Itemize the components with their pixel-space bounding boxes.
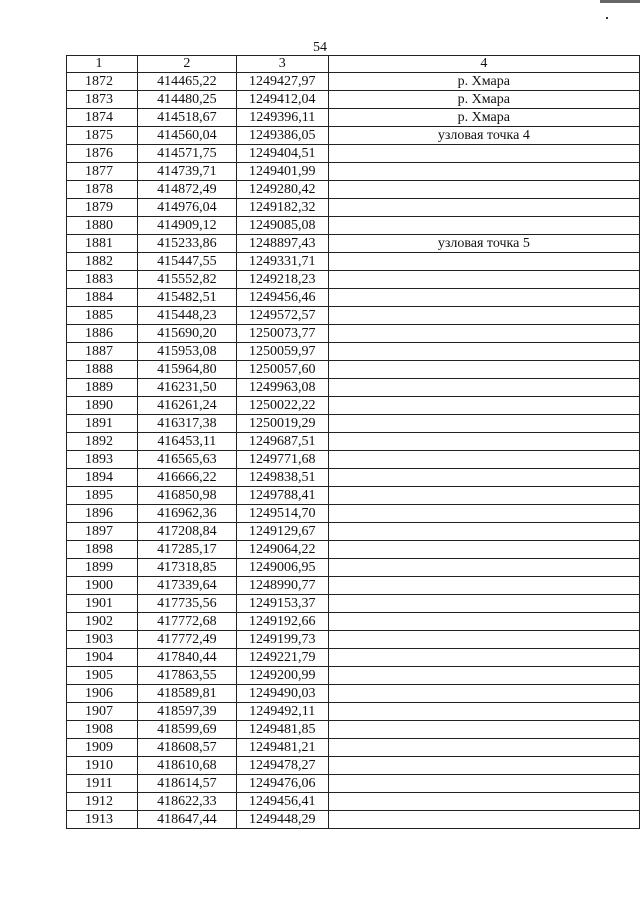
note-cell <box>328 289 639 307</box>
x-coordinate-cell: 416317,38 <box>137 415 236 433</box>
table-row <box>67 235 640 253</box>
note-cell <box>328 181 639 199</box>
point-number-cell: 1895 <box>67 487 138 505</box>
table-row <box>67 631 640 649</box>
x-coordinate-cell: 417772,68 <box>137 613 236 631</box>
y-coordinate-cell: 1248897,43 <box>236 235 328 253</box>
y-coordinate-cell: 1249481,21 <box>236 739 328 757</box>
x-coordinate-cell: 415964,80 <box>137 361 236 379</box>
point-number-cell: 1875 <box>67 127 138 145</box>
note-cell <box>328 379 639 397</box>
scan-edge-mark <box>600 0 640 3</box>
y-coordinate-cell: 1249182,32 <box>236 199 328 217</box>
point-number-cell: 1903 <box>67 631 138 649</box>
note-cell <box>328 307 639 325</box>
x-coordinate-cell: 417318,85 <box>137 559 236 577</box>
table-row <box>67 253 640 271</box>
y-coordinate-cell: 1249153,37 <box>236 595 328 613</box>
table-row <box>67 181 640 199</box>
table-row <box>67 307 640 325</box>
note-cell <box>328 217 639 235</box>
note-cell <box>328 595 639 613</box>
y-coordinate-cell: 1249386,05 <box>236 127 328 145</box>
note-cell <box>328 163 639 181</box>
point-number-cell: 1892 <box>67 433 138 451</box>
point-number-cell: 1872 <box>67 73 138 91</box>
point-number-cell: 1910 <box>67 757 138 775</box>
table-row <box>67 217 640 235</box>
x-coordinate-cell: 414465,22 <box>137 73 236 91</box>
note-cell <box>328 631 639 649</box>
point-number-cell: 1891 <box>67 415 138 433</box>
y-coordinate-cell: 1249788,41 <box>236 487 328 505</box>
x-coordinate-cell: 414518,67 <box>137 109 236 127</box>
y-coordinate-cell: 1249280,42 <box>236 181 328 199</box>
y-coordinate-cell: 1249427,97 <box>236 73 328 91</box>
y-coordinate-cell: 1249476,06 <box>236 775 328 793</box>
table-row <box>67 757 640 775</box>
table-row <box>67 703 640 721</box>
note-cell <box>328 451 639 469</box>
point-number-cell: 1878 <box>67 181 138 199</box>
x-coordinate-cell: 416453,11 <box>137 433 236 451</box>
x-coordinate-cell: 416962,36 <box>137 505 236 523</box>
point-number-cell: 1912 <box>67 793 138 811</box>
y-coordinate-cell: 1249085,08 <box>236 217 328 235</box>
table-row <box>67 595 640 613</box>
y-coordinate-cell: 1250057,60 <box>236 361 328 379</box>
point-number-cell: 1889 <box>67 379 138 397</box>
point-number-cell: 1911 <box>67 775 138 793</box>
x-coordinate-cell: 417735,56 <box>137 595 236 613</box>
y-coordinate-cell: 1250019,29 <box>236 415 328 433</box>
header-col-4: 4 <box>328 56 639 73</box>
coordinates-table-body <box>67 56 640 829</box>
point-number-cell: 1897 <box>67 523 138 541</box>
page-number: 54 <box>313 40 327 55</box>
x-coordinate-cell: 415448,23 <box>137 307 236 325</box>
y-coordinate-cell: 1249448,29 <box>236 811 328 829</box>
y-coordinate-cell: 1249200,99 <box>236 667 328 685</box>
y-coordinate-cell: 1249490,03 <box>236 685 328 703</box>
point-number-cell: 1886 <box>67 325 138 343</box>
point-number-cell: 1874 <box>67 109 138 127</box>
y-coordinate-cell: 1249404,51 <box>236 145 328 163</box>
note-cell <box>328 685 639 703</box>
point-number-cell: 1894 <box>67 469 138 487</box>
y-coordinate-cell: 1249129,67 <box>236 523 328 541</box>
x-coordinate-cell: 415690,20 <box>137 325 236 343</box>
note-cell <box>328 703 639 721</box>
y-coordinate-cell: 1249192,66 <box>236 613 328 631</box>
y-coordinate-cell: 1249006,95 <box>236 559 328 577</box>
y-coordinate-cell: 1248990,77 <box>236 577 328 595</box>
table-row <box>67 145 640 163</box>
point-number-cell: 1902 <box>67 613 138 631</box>
y-coordinate-cell: 1249218,23 <box>236 271 328 289</box>
note-cell <box>328 811 639 829</box>
point-number-cell: 1885 <box>67 307 138 325</box>
table-row <box>67 613 640 631</box>
x-coordinate-cell: 416565,63 <box>137 451 236 469</box>
table-row <box>67 433 640 451</box>
table-row <box>67 793 640 811</box>
point-number-cell: 1883 <box>67 271 138 289</box>
y-coordinate-cell: 1249456,41 <box>236 793 328 811</box>
x-coordinate-cell: 417285,17 <box>137 541 236 559</box>
table-row <box>67 775 640 793</box>
y-coordinate-cell: 1249838,51 <box>236 469 328 487</box>
table-row <box>67 523 640 541</box>
table-row <box>67 73 640 91</box>
note-cell <box>328 541 639 559</box>
note-cell: узловая точка 4 <box>328 127 639 145</box>
note-cell: р. Хмара <box>328 73 639 91</box>
y-coordinate-cell: 1249572,57 <box>236 307 328 325</box>
y-coordinate-cell: 1250059,97 <box>236 343 328 361</box>
x-coordinate-cell: 415552,82 <box>137 271 236 289</box>
x-coordinate-cell: 417772,49 <box>137 631 236 649</box>
point-number-cell: 1880 <box>67 217 138 235</box>
x-coordinate-cell: 418647,44 <box>137 811 236 829</box>
table-row <box>67 109 640 127</box>
y-coordinate-cell: 1249221,79 <box>236 649 328 667</box>
scan-speck <box>606 17 608 19</box>
y-coordinate-cell: 1249331,71 <box>236 253 328 271</box>
x-coordinate-cell: 415482,51 <box>137 289 236 307</box>
point-number-cell: 1893 <box>67 451 138 469</box>
y-coordinate-cell: 1249481,85 <box>236 721 328 739</box>
y-coordinate-cell: 1249963,08 <box>236 379 328 397</box>
point-number-cell: 1873 <box>67 91 138 109</box>
y-coordinate-cell: 1249412,04 <box>236 91 328 109</box>
point-number-cell: 1887 <box>67 343 138 361</box>
x-coordinate-cell: 418608,57 <box>137 739 236 757</box>
point-number-cell: 1884 <box>67 289 138 307</box>
point-number-cell: 1907 <box>67 703 138 721</box>
header-col-2: 2 <box>137 56 236 73</box>
note-cell <box>328 613 639 631</box>
x-coordinate-cell: 415233,86 <box>137 235 236 253</box>
note-cell <box>328 469 639 487</box>
y-coordinate-cell: 1250022,22 <box>236 397 328 415</box>
point-number-cell: 1905 <box>67 667 138 685</box>
x-coordinate-cell: 414909,12 <box>137 217 236 235</box>
table-row <box>67 271 640 289</box>
note-cell <box>328 793 639 811</box>
table-row <box>67 685 640 703</box>
x-coordinate-cell: 415953,08 <box>137 343 236 361</box>
header-col-3: 3 <box>236 56 328 73</box>
table-row <box>67 379 640 397</box>
note-cell <box>328 271 639 289</box>
x-coordinate-cell: 416850,98 <box>137 487 236 505</box>
point-number-cell: 1881 <box>67 235 138 253</box>
y-coordinate-cell: 1249492,11 <box>236 703 328 721</box>
y-coordinate-cell: 1249478,27 <box>236 757 328 775</box>
point-number-cell: 1879 <box>67 199 138 217</box>
note-cell <box>328 487 639 505</box>
note-cell <box>328 343 639 361</box>
x-coordinate-cell: 418610,68 <box>137 757 236 775</box>
x-coordinate-cell: 414976,04 <box>137 199 236 217</box>
y-coordinate-cell: 1249199,73 <box>236 631 328 649</box>
point-number-cell: 1904 <box>67 649 138 667</box>
table-row <box>67 343 640 361</box>
note-cell <box>328 253 639 271</box>
x-coordinate-cell: 416231,50 <box>137 379 236 397</box>
table-row <box>67 667 640 685</box>
note-cell <box>328 577 639 595</box>
x-coordinate-cell: 414480,25 <box>137 91 236 109</box>
table-row <box>67 487 640 505</box>
table-row <box>67 199 640 217</box>
table-row <box>67 505 640 523</box>
table-row <box>67 721 640 739</box>
table-row <box>67 577 640 595</box>
note-cell: узловая точка 5 <box>328 235 639 253</box>
table-row <box>67 469 640 487</box>
note-cell <box>328 739 639 757</box>
x-coordinate-cell: 418614,57 <box>137 775 236 793</box>
point-number-cell: 1888 <box>67 361 138 379</box>
x-coordinate-cell: 418589,81 <box>137 685 236 703</box>
table-row <box>67 451 640 469</box>
note-cell <box>328 397 639 415</box>
y-coordinate-cell: 1249396,11 <box>236 109 328 127</box>
table-row <box>67 649 640 667</box>
y-coordinate-cell: 1249456,46 <box>236 289 328 307</box>
x-coordinate-cell: 418599,69 <box>137 721 236 739</box>
note-cell <box>328 415 639 433</box>
table-row <box>67 739 640 757</box>
note-cell <box>328 505 639 523</box>
note-cell <box>328 757 639 775</box>
table-row <box>67 559 640 577</box>
point-number-cell: 1890 <box>67 397 138 415</box>
x-coordinate-cell: 414560,04 <box>137 127 236 145</box>
table-row <box>67 163 640 181</box>
table-row <box>67 811 640 829</box>
x-coordinate-cell: 414872,49 <box>137 181 236 199</box>
table-row <box>67 127 640 145</box>
point-number-cell: 1901 <box>67 595 138 613</box>
x-coordinate-cell: 416261,24 <box>137 397 236 415</box>
x-coordinate-cell: 417863,55 <box>137 667 236 685</box>
x-coordinate-cell: 415447,55 <box>137 253 236 271</box>
x-coordinate-cell: 416666,22 <box>137 469 236 487</box>
point-number-cell: 1876 <box>67 145 138 163</box>
x-coordinate-cell: 414739,71 <box>137 163 236 181</box>
point-number-cell: 1908 <box>67 721 138 739</box>
x-coordinate-cell: 418622,33 <box>137 793 236 811</box>
table-header-row <box>67 56 640 73</box>
note-cell <box>328 523 639 541</box>
coordinates-table <box>66 55 640 829</box>
x-coordinate-cell: 417208,84 <box>137 523 236 541</box>
point-number-cell: 1882 <box>67 253 138 271</box>
point-number-cell: 1906 <box>67 685 138 703</box>
note-cell <box>328 145 639 163</box>
table-row <box>67 397 640 415</box>
point-number-cell: 1899 <box>67 559 138 577</box>
header-col-1: 1 <box>67 56 138 73</box>
table-row <box>67 91 640 109</box>
point-number-cell: 1877 <box>67 163 138 181</box>
y-coordinate-cell: 1249401,99 <box>236 163 328 181</box>
note-cell <box>328 775 639 793</box>
point-number-cell: 1909 <box>67 739 138 757</box>
point-number-cell: 1898 <box>67 541 138 559</box>
x-coordinate-cell: 417339,64 <box>137 577 236 595</box>
note-cell <box>328 433 639 451</box>
point-number-cell: 1896 <box>67 505 138 523</box>
y-coordinate-cell: 1249514,70 <box>236 505 328 523</box>
table-row <box>67 361 640 379</box>
note-cell: р. Хмара <box>328 109 639 127</box>
table-row <box>67 325 640 343</box>
y-coordinate-cell: 1249687,51 <box>236 433 328 451</box>
x-coordinate-cell: 414571,75 <box>137 145 236 163</box>
y-coordinate-cell: 1249771,68 <box>236 451 328 469</box>
table-row <box>67 289 640 307</box>
point-number-cell: 1900 <box>67 577 138 595</box>
table-row <box>67 541 640 559</box>
x-coordinate-cell: 417840,44 <box>137 649 236 667</box>
point-number-cell: 1913 <box>67 811 138 829</box>
x-coordinate-cell: 418597,39 <box>137 703 236 721</box>
y-coordinate-cell: 1250073,77 <box>236 325 328 343</box>
note-cell <box>328 649 639 667</box>
note-cell <box>328 559 639 577</box>
note-cell <box>328 721 639 739</box>
note-cell <box>328 199 639 217</box>
y-coordinate-cell: 1249064,22 <box>236 541 328 559</box>
table-row <box>67 415 640 433</box>
note-cell: р. Хмара <box>328 91 639 109</box>
note-cell <box>328 667 639 685</box>
note-cell <box>328 325 639 343</box>
note-cell <box>328 361 639 379</box>
